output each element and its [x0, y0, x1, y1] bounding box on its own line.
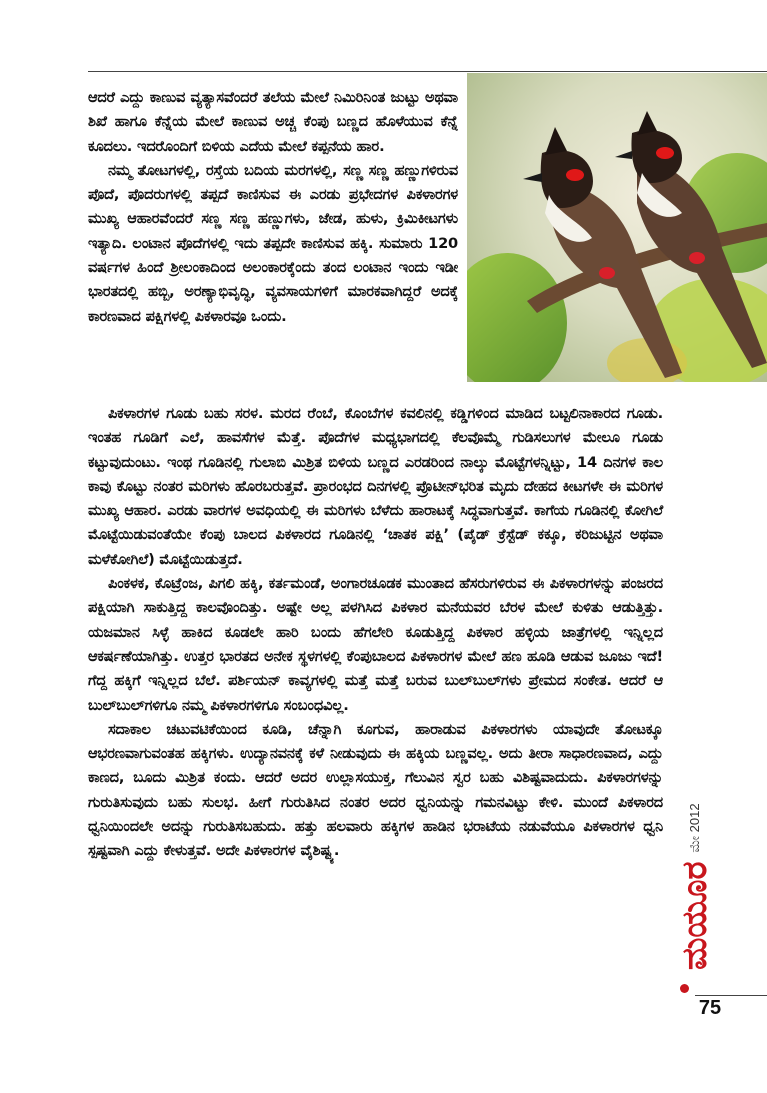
paragraph: ಪಿಂಕಳಕ, ಕೊಟ್ರೆಂಜ, ಪಿಗಲಿ ಹಕ್ಕಿ, ಕರ್ತಮಂಡೆ, ಅಂಗಾರಚೂಡಕ ಮುಂತಾದ ಹೆಸರುಗಳಿರುವ ಈ ಪಿಕಳಾರಗಳನ್ನು ಪಂಜರದ ಪಕ್ಷಿಯಾಗಿ ಸಾಕುತ್ತಿದ್ದ ಕಾಲವೊಂದಿತ್ತು. ಅಷ್ಟೇ ಅಲ್ಲ ಪಳಗಿಸಿದ ಪಿಕಳಾರ ಮನೆಯವರ ಬೆರಳ ಮೇಲೆ ಕುಳಿತು ಆಡುತ್ತಿತ್ತು. ಯಜಮಾನ ಸಿಳ್ಳೆ ಹಾಕಿದ ಕೂಡಲೇ ಹಾರಿ ಬಂದು ಹೆಗಲೇರಿ ಕೂಡುತ್ತಿದ್ದ ಪಿಕಳಾರ ಹಳ್ಳಿಯ ಜಾತ್ರೆಗಳಲ್ಲಿ ಇನ್ನಿಲ್ಲದ ಆಕರ್ಷಣೆಯಾಗಿತ್ತು. ಉತ್ತರ ಭಾರತದ ಅನೇಕ ಸ್ಥಳಗಳಲ್ಲಿ ಕೆಂಪುಬಾಲದ ಪಿಕಳಾರಗಳ ಮೇಲೆ ಹಣ ಹೂಡಿ ಆಡುವ ಜೂಜು ಇದೆ! ಗೆದ್ದ ಹಕ್ಕಿಗೆ ಇನ್ನಿಲ್ಲದ ಬೆಲೆ. ಪರ್ಶಿಯನ್ ಕಾವ್ಯಗಳಲ್ಲಿ ಮತ್ತೆ ಮತ್ತೆ ಬರುವ ಬುಲ್‌ಬುಲ್‌ಗಳು ಪ್ರೇಮದ ಸಂಕೇತ. ಆದರೆ ಆ ಬುಲ್‌ಬುಲ್‌ಗಳಿಗೂ ನಮ್ಮ ಪಿಕಳಾರಗಳಿಗೂ ಸಂಬಂಧವಿಲ್ಲ.: [88, 575, 663, 714]
paragraph: ಸದಾಕಾಲ ಚಟುವಟಿಕೆಯಿಂದ ಕೂಡಿ, ಚೆನ್ನಾಗಿ ಕೂಗುವ, ಹಾರಾಡುವ ಪಿಕಳಾರಗಳು ಯಾವುದೇ ತೋಟಕ್ಕೂ ಆಭರಣವಾಗುವಂತಹ ಹಕ್ಕಿಗಳು. ಉದ್ಯಾನವನಕ್ಕೆ ಕಳೆ ನೀಡುವುದು ಈ ಹಕ್ಕಿಯ ಬಣ್ಣವಲ್ಲ. ಅದು ತೀರಾ ಸಾಧಾರಣವಾದ, ಎದ್ದು ಕಾಣದ, ಬೂದು ಮಿಶ್ರಿತ ಕಂದು. ಆದರೆ ಅದರ ಉಲ್ಲಾಸಯುಕ್ತ, ಗೆಲುವಿನ ಸ್ವರ ಬಹು ವಿಶಿಷ್ಟವಾದುದು. ಪಿಕಳಾರಗಳನ್ನು ಗುರುತಿಸುವುದು ಬಹು ಸುಲಭ. ಹೀಗೆ ಗುರುತಿಸಿದ ನಂತರ ಅದರ ಧ್ವನಿಯನ್ನು ಗಮನವಿಟ್ಟು ಕೇಳಿ. ಮುಂದೆ ಪಿಕಳಾರದ ಧ್ವನಿಯಿಂದಲೇ ಅದನ್ನು ಗುರುತಿಸಬಹುದು. ಹತ್ತು ಹಲವಾರು ಹಕ್ಕಿಗಳ ಹಾಡಿನ ಭರಾಟೆಯ ನಡುವೆಯೂ ಪಿಕಳಾರಗಳ ಧ್ವನಿ ಸ್ಪಷ್ಟವಾಗಿ ಎದ್ದು ಕೇಳುತ್ತವೆ. ಅದೇ ಪಿಕಳಾರಗಳ ವೈಶಿಷ್ಟ್ಯ.: [88, 720, 663, 860]
bulbul-photo: [467, 73, 767, 382]
article-column-bottom: [88, 402, 663, 864]
magazine-title: ಮಯೂರ: [675, 861, 715, 970]
paragraph: ಆದರೆ ಎದ್ದು ಕಾಣುವ ವ್ಯತ್ಯಾಸವೆಂದರೆ ತಲೆಯ ಮೇಲೆ ನಿಮಿರಿನಿಂತ ಜುಟ್ಟು ಅಥವಾ ಶಿಖೆ ಹಾಗೂ ಕೆನ್ನೆಯ ಮೇಲೆ ಕಾಣುವ ಅಚ್ಚ ಕೆಂಪು ಬಣ್ಣದ ಹೊಳೆಯುವ ಕೆನ್ನೆ ಕೂದಲು. ಇದರೊಂದಿಗೆ ಬಿಳಿಯ ಎದೆಯ ಮೇಲೆ ಕಪ್ಪನೆಯ ಹಾರ.: [88, 89, 458, 155]
bottom-rule: [695, 995, 767, 996]
page-number: 75: [698, 997, 722, 1019]
article-column-top: [88, 86, 458, 329]
issue-date: ಮೇ 2012: [687, 803, 702, 853]
accent-dot: [680, 984, 689, 993]
paragraph: ನಮ್ಮ ತೋಟಗಳಲ್ಲಿ, ರಸ್ತೆಯ ಬದಿಯ ಮರಗಳಲ್ಲಿ, ಸಣ್ಣ ಸಣ್ಣ ಹಣ್ಣುಗಳಿರುವ ಪೊದೆ, ಪೊದರುಗಳಲ್ಲಿ ತಪ್ಪದೆ ಕಾಣಿಸುವ ಈ ಎರಡು ಪ್ರಭೇದಗಳ ಪಿಕಳಾರಗಳ ಮುಖ್ಯ ಆಹಾರವೆಂದರೆ ಸಣ್ಣ ಸಣ್ಣ ಹಣ್ಣುಗಳು, ಜೇಡ, ಹುಳು, ಕ್ರಿಮಿಕೀಟಗಳು ಇತ್ಯಾದಿ. ಲಂಟಾನ ಪೊದೆಗಳಲ್ಲಿ ಇದು ತಪ್ಪದೇ ಕಾಣಿಸುವ ಹಕ್ಕಿ. ಸುಮಾರು 120 ವರ್ಷಗಳ ಹಿಂದೆ ಶ್ರೀಲಂಕಾದಿಂದ ಅಲಂಕಾರಕ್ಕೆಂದು ತಂದ ಲಂಟಾನ ಇಂದು ಇಡೀ ಭಾರತದಲ್ಲಿ ಹಬ್ಬಿ, ಅರಣ್ಯಾಭಿವೃದ್ಧಿ, ವ್ಯವಸಾಯಗಳಿಗೆ ಮಾರಕವಾಗಿದ್ದರೆ ಅದಕ್ಕೆ ಕಾರಣವಾದ ಪಕ್ಷಿಗಳಲ್ಲಿ ಪಿಕಳಾರವೂ ಒಂದು.: [88, 161, 458, 325]
red-whiskered-bulbuls-image: [467, 73, 767, 382]
paragraph: ಪಿಕಳಾರಗಳ ಗೂಡು ಬಹು ಸರಳ. ಮರದ ರೆಂಬೆ, ಕೊಂಬೆಗಳ ಕವಲಿನಲ್ಲಿ ಕಡ್ಡಿಗಳಿಂದ ಮಾಡಿದ ಬಟ್ಟಲಿನಾಕಾರದ ಗೂಡು. ಇಂತಹ ಗೂಡಿಗೆ ಎಲೆ, ಹಾವಸೆಗಳ ಮೆತ್ತೆ. ಪೊದೆಗಳ ಮಧ್ಯಭಾಗದಲ್ಲಿ ಕೆಲವೊಮ್ಮೆ ಗುಡಿಸಲುಗಳ ಮೇಲೂ ಗೂಡು ಕಟ್ಟುವುದುಂಟು. ಇಂಥ ಗೂಡಿನಲ್ಲಿ ಗುಲಾಬಿ ಮಿಶ್ರಿತ ಬಿಳಿಯ ಬಣ್ಣದ ಎರಡರಿಂದ ನಾಲ್ಕು ಮೊಟ್ಟೆಗಳನ್ನಿಟ್ಟು, 14 ದಿನಗಳ ಕಾಲ ಕಾವು ಕೊಟ್ಟು ನಂತರ ಮರಿಗಳು ಹೊರಬರುತ್ತವೆ. ಪ್ರಾರಂಭದ ದಿನಗಳಲ್ಲಿ ಪ್ರೊಟೀನ್‌ಭರಿತ ಮೃದು ದೇಹದ ಕೀಟಗಳೇ ಈ ಮರಿಗಳ ಮುಖ್ಯ ಆಹಾರ. ಎರಡು ವಾರಗಳ ಅವಧಿಯಲ್ಲಿ ಈ ಮರಿಗಳು ಬೆಳೆದು ಹಾರಾಟಕ್ಕೆ ಸಿದ್ಧವಾಗುತ್ತವೆ. ಕಾಗೆಯ ಗೂಡಿನಲ್ಲಿ ಕೋಗಿಲೆ ಮೊಟ್ಟೆಯಿಡುವಂತೆಯೇ ಕೆಂಪು ಬಾಲದ ಪಿಕಳಾರದ ಗೂಡಿನಲ್ಲಿ ‘ಚಾತಕ ಪಕ್ಷಿ’ (ಪೈಡ್ ಕ್ರೆಸ್ಟೆಡ್ ಕಕ್ಕೂ, ಕರಿಜುಟ್ಟಿನ ಅಥವಾ ಮಳೆಕೋಗಿಲೆ) ಮೊಟ್ಟೆಯಿಡುತ್ತದೆ.: [88, 405, 663, 568]
top-rule: [88, 71, 767, 72]
